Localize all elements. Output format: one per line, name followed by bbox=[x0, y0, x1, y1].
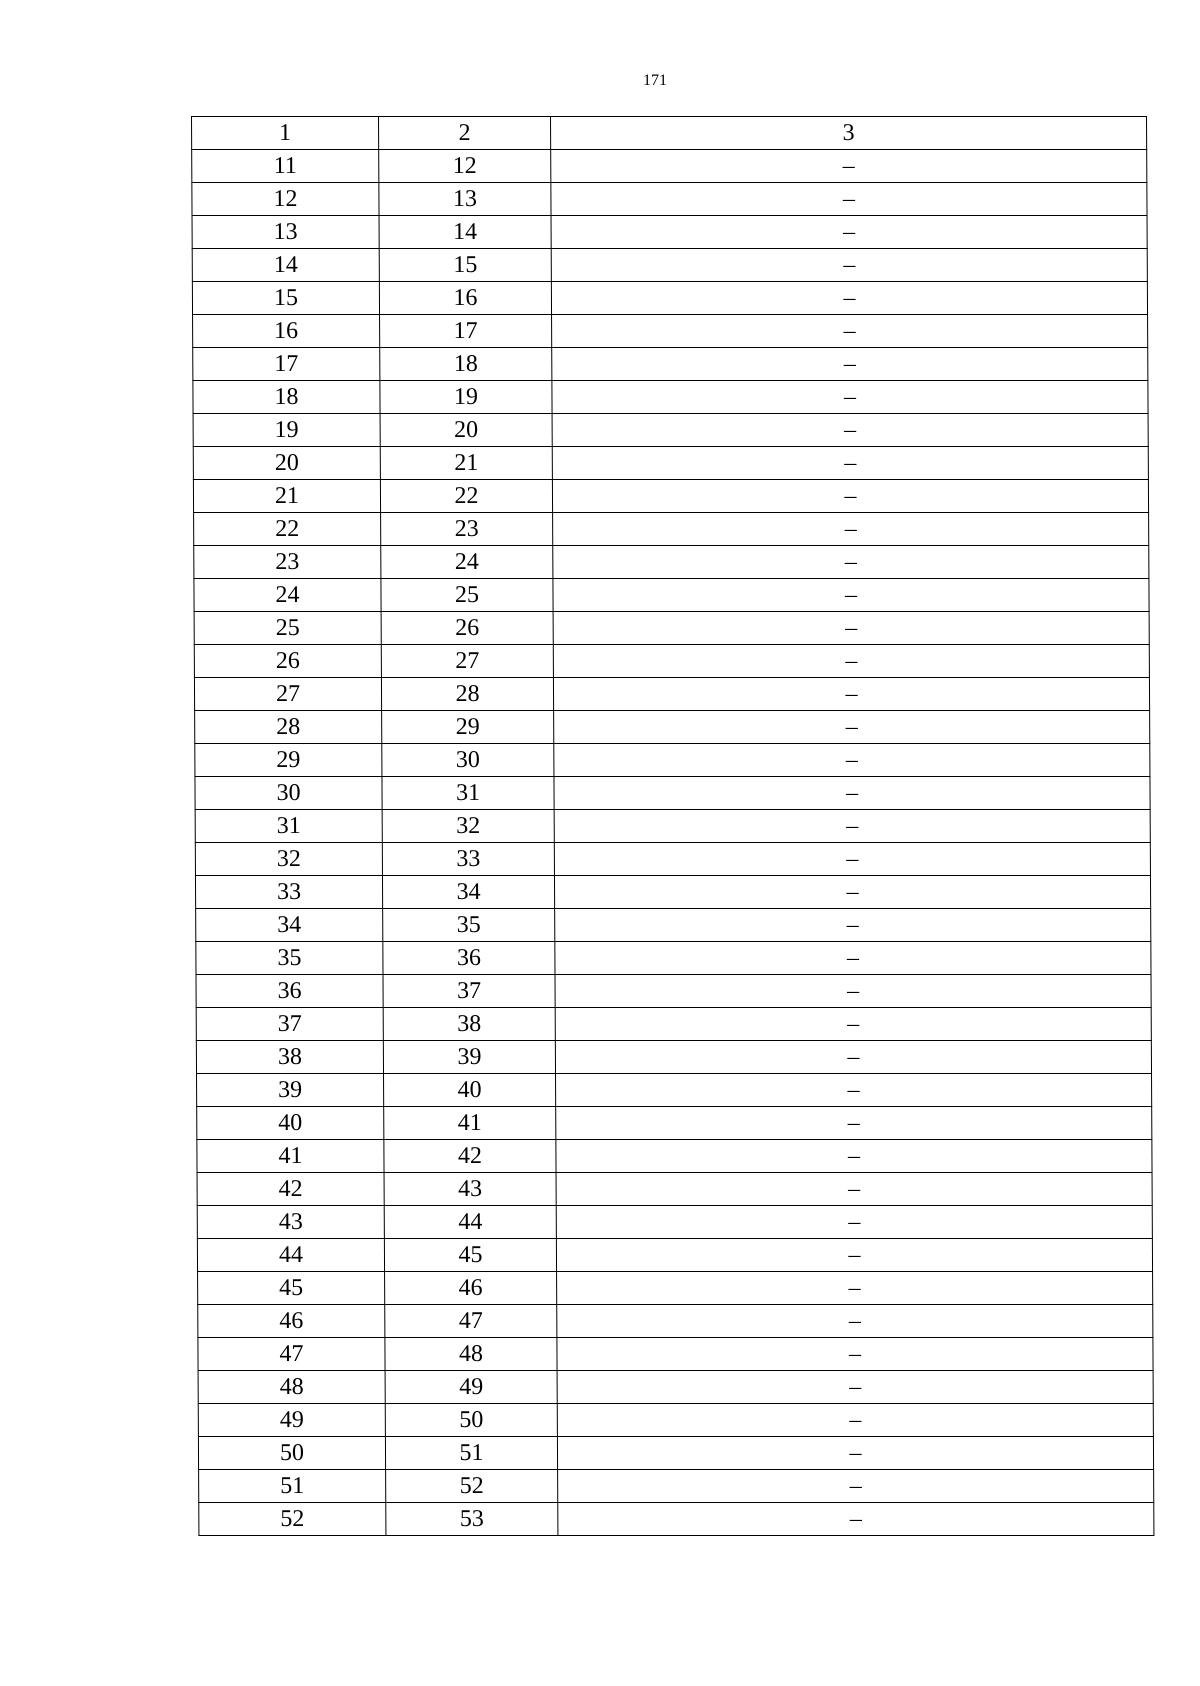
table-cell-col-1: 40 bbox=[197, 1107, 384, 1140]
table-cell-col-3: – bbox=[558, 1503, 1154, 1536]
table-row bbox=[194, 579, 1149, 612]
table-cell-col-1: 23 bbox=[194, 546, 381, 579]
table-cell-col-2: 47 bbox=[385, 1305, 557, 1338]
table-cell-col-1: 42 bbox=[197, 1173, 384, 1206]
table-cell-col-3: – bbox=[557, 1305, 1153, 1338]
table-cell-col-1: 38 bbox=[196, 1041, 383, 1074]
table-cell-col-3: – bbox=[554, 810, 1150, 843]
table-cell-col-2: 25 bbox=[381, 579, 553, 612]
table-cell-col-1: 15 bbox=[192, 282, 379, 315]
header-cell-3: 3 bbox=[551, 117, 1147, 150]
table-row bbox=[195, 810, 1150, 843]
table-cell-col-3: – bbox=[554, 843, 1150, 876]
table-cell-col-3: – bbox=[556, 1206, 1152, 1239]
table-cell-col-1: 12 bbox=[192, 183, 379, 216]
table-cell-col-3: – bbox=[554, 876, 1150, 909]
table-cell-col-2: 32 bbox=[382, 810, 554, 843]
table-row bbox=[197, 1074, 1152, 1107]
table-cell-col-1: 13 bbox=[192, 216, 379, 249]
table-row bbox=[199, 1470, 1154, 1503]
table-cell-col-2: 22 bbox=[380, 480, 552, 513]
table-cell-col-3: – bbox=[553, 678, 1149, 711]
table-cell-col-1: 32 bbox=[195, 843, 382, 876]
table-cell-col-2: 16 bbox=[379, 282, 551, 315]
table-row bbox=[196, 975, 1151, 1008]
table-cell-col-3: – bbox=[557, 1437, 1153, 1470]
table-row bbox=[195, 711, 1150, 744]
table-cell-col-3: – bbox=[553, 645, 1149, 678]
table-cell-col-1: 52 bbox=[199, 1503, 386, 1536]
table-cell-col-1: 51 bbox=[199, 1470, 386, 1503]
table-cell-col-1: 17 bbox=[193, 348, 380, 381]
table-row bbox=[197, 1206, 1152, 1239]
table-cell-col-1: 14 bbox=[192, 249, 379, 282]
table-cell-col-1: 24 bbox=[194, 579, 381, 612]
data-table bbox=[191, 116, 1154, 1536]
table-cell-col-3: – bbox=[555, 909, 1151, 942]
table-row bbox=[195, 843, 1150, 876]
table-cell-col-3: – bbox=[557, 1371, 1153, 1404]
table-cell-col-2: 42 bbox=[384, 1140, 556, 1173]
table-cell-col-3: – bbox=[552, 447, 1148, 480]
table-row bbox=[198, 1272, 1153, 1305]
table-cell-col-3: – bbox=[556, 1239, 1152, 1272]
table-cell-col-3: – bbox=[554, 744, 1150, 777]
table-cell-col-3: – bbox=[553, 513, 1149, 546]
table-row bbox=[192, 150, 1147, 183]
table-cell-col-2: 45 bbox=[384, 1239, 556, 1272]
table-cell-col-2: 41 bbox=[384, 1107, 556, 1140]
table-cell-col-1: 19 bbox=[193, 414, 380, 447]
table-cell-col-1: 21 bbox=[193, 480, 380, 513]
table-row bbox=[197, 1173, 1152, 1206]
table-cell-col-2: 35 bbox=[383, 909, 555, 942]
table-cell-col-2: 46 bbox=[385, 1272, 557, 1305]
table-row bbox=[192, 249, 1147, 282]
table-cell-col-3: – bbox=[556, 1107, 1152, 1140]
table-row bbox=[197, 1239, 1152, 1272]
table-cell-col-3: – bbox=[557, 1272, 1153, 1305]
page-number: 171 bbox=[643, 72, 667, 89]
table-cell-col-1: 46 bbox=[198, 1305, 385, 1338]
table-cell-col-1: 30 bbox=[195, 777, 382, 810]
table-cell-col-2: 37 bbox=[383, 975, 555, 1008]
table-cell-col-1: 29 bbox=[195, 744, 382, 777]
table-row bbox=[195, 777, 1150, 810]
table-cell-col-2: 40 bbox=[384, 1074, 556, 1107]
table-cell-col-3: – bbox=[552, 381, 1148, 414]
table-row bbox=[198, 1338, 1153, 1371]
table-cell-col-3: – bbox=[551, 150, 1147, 183]
table-cell-col-3: – bbox=[553, 546, 1149, 579]
table-cell-col-3: – bbox=[556, 1074, 1152, 1107]
table-row bbox=[194, 678, 1149, 711]
table-cell-col-1: 28 bbox=[195, 711, 382, 744]
table-cell-col-3: – bbox=[555, 975, 1151, 1008]
table-row bbox=[198, 1305, 1153, 1338]
table-cell-col-2: 21 bbox=[380, 447, 552, 480]
table-cell-col-1: 27 bbox=[194, 678, 381, 711]
table-cell-col-3: – bbox=[555, 1041, 1151, 1074]
table-cell-col-3: – bbox=[551, 216, 1147, 249]
table-cell-col-2: 14 bbox=[379, 216, 551, 249]
table-cell-col-1: 33 bbox=[195, 876, 382, 909]
table-cell-col-1: 39 bbox=[197, 1074, 384, 1107]
table-cell-col-1: 31 bbox=[195, 810, 382, 843]
table-cell-col-1: 11 bbox=[192, 150, 379, 183]
table-cell-col-2: 29 bbox=[382, 711, 554, 744]
table-row bbox=[192, 216, 1147, 249]
table-row bbox=[199, 1503, 1154, 1536]
table-cell-col-3: – bbox=[551, 282, 1147, 315]
table-row bbox=[193, 381, 1148, 414]
table-cell-col-1: 48 bbox=[198, 1371, 385, 1404]
table-cell-col-1: 16 bbox=[193, 315, 380, 348]
table-cell-col-1: 35 bbox=[196, 942, 383, 975]
table-cell-col-1: 25 bbox=[194, 612, 381, 645]
table-cell-col-3: – bbox=[557, 1338, 1153, 1371]
header-cell-2: 2 bbox=[379, 117, 551, 150]
table-cell-col-2: 52 bbox=[386, 1470, 558, 1503]
table-row bbox=[198, 1371, 1153, 1404]
table-row bbox=[196, 1041, 1151, 1074]
table-cell-col-2: 38 bbox=[383, 1008, 555, 1041]
table-cell-col-2: 34 bbox=[382, 876, 554, 909]
table-cell-col-3: – bbox=[553, 579, 1149, 612]
table-cell-col-3: – bbox=[555, 942, 1151, 975]
table-cell-col-1: 34 bbox=[196, 909, 383, 942]
table-cell-col-2: 28 bbox=[381, 678, 553, 711]
table-cell-col-3: – bbox=[552, 414, 1148, 447]
table-cell-col-3: – bbox=[556, 1173, 1152, 1206]
table-row bbox=[194, 513, 1149, 546]
table-body bbox=[192, 117, 1154, 1536]
table-cell-col-1: 22 bbox=[194, 513, 381, 546]
table-cell-col-2: 18 bbox=[380, 348, 552, 381]
table-cell-col-2: 17 bbox=[380, 315, 552, 348]
table-cell-col-1: 26 bbox=[194, 645, 381, 678]
table-cell-col-2: 30 bbox=[382, 744, 554, 777]
table-cell-col-2: 36 bbox=[383, 942, 555, 975]
table-row bbox=[193, 414, 1148, 447]
table-row bbox=[193, 315, 1148, 348]
table-cell-col-1: 36 bbox=[196, 975, 383, 1008]
table-cell-col-3: – bbox=[553, 612, 1149, 645]
table-cell-col-2: 12 bbox=[379, 150, 551, 183]
table-cell-col-2: 44 bbox=[384, 1206, 556, 1239]
table-cell-col-2: 13 bbox=[379, 183, 551, 216]
table-cell-col-2: 19 bbox=[380, 381, 552, 414]
table-cell-col-2: 53 bbox=[386, 1503, 558, 1536]
table-cell-col-3: – bbox=[551, 183, 1147, 216]
table-row bbox=[197, 1140, 1152, 1173]
table-cell-col-2: 33 bbox=[382, 843, 554, 876]
table-cell-col-2: 43 bbox=[384, 1173, 556, 1206]
table-cell-col-3: – bbox=[552, 348, 1148, 381]
table-cell-col-1: 37 bbox=[196, 1008, 383, 1041]
table-cell-col-1: 47 bbox=[198, 1338, 385, 1371]
table-row bbox=[195, 876, 1150, 909]
table-cell-col-1: 43 bbox=[197, 1206, 384, 1239]
table-cell-col-3: – bbox=[556, 1140, 1152, 1173]
table-cell-col-2: 23 bbox=[381, 513, 553, 546]
table-row bbox=[193, 447, 1148, 480]
table-cell-col-2: 20 bbox=[380, 414, 552, 447]
table-cell-col-1: 45 bbox=[198, 1272, 385, 1305]
table-row bbox=[192, 282, 1147, 315]
table-cell-col-3: – bbox=[557, 1404, 1153, 1437]
table-cell-col-3: – bbox=[558, 1470, 1154, 1503]
table-row bbox=[195, 744, 1150, 777]
table-row bbox=[193, 348, 1148, 381]
table-row bbox=[198, 1404, 1153, 1437]
table-cell-col-1: 20 bbox=[193, 447, 380, 480]
table-cell-col-3: – bbox=[552, 480, 1148, 513]
header-cell-1: 1 bbox=[192, 117, 379, 150]
table-cell-col-2: 49 bbox=[385, 1371, 557, 1404]
table-row bbox=[194, 612, 1149, 645]
table-row bbox=[193, 480, 1148, 513]
table-cell-col-2: 39 bbox=[383, 1041, 555, 1074]
table-row bbox=[198, 1437, 1153, 1470]
table-cell-col-3: – bbox=[552, 315, 1148, 348]
table-cell-col-3: – bbox=[555, 1008, 1151, 1041]
table-cell-col-3: – bbox=[554, 711, 1150, 744]
table-cell-col-2: 24 bbox=[381, 546, 553, 579]
table-row bbox=[197, 1107, 1152, 1140]
table-cell-col-2: 51 bbox=[385, 1437, 557, 1470]
table-cell-col-1: 18 bbox=[193, 381, 380, 414]
table-cell-col-2: 26 bbox=[381, 612, 553, 645]
table-cell-col-1: 49 bbox=[198, 1404, 385, 1437]
table-cell-col-2: 48 bbox=[385, 1338, 557, 1371]
table-row bbox=[196, 1008, 1151, 1041]
table-cell-col-3: – bbox=[551, 249, 1147, 282]
table-cell-col-2: 27 bbox=[381, 645, 553, 678]
table-container bbox=[191, 116, 1154, 1536]
table-row bbox=[192, 183, 1147, 216]
table-cell-col-3: – bbox=[554, 777, 1150, 810]
table-cell-col-1: 50 bbox=[198, 1437, 385, 1470]
table-header-row bbox=[192, 117, 1147, 150]
table-cell-col-2: 50 bbox=[385, 1404, 557, 1437]
table-cell-col-1: 44 bbox=[197, 1239, 384, 1272]
table-row bbox=[194, 645, 1149, 678]
table-cell-col-1: 41 bbox=[197, 1140, 384, 1173]
table-row bbox=[196, 942, 1151, 975]
table-row bbox=[194, 546, 1149, 579]
table-row bbox=[196, 909, 1151, 942]
table-cell-col-2: 15 bbox=[379, 249, 551, 282]
table-cell-col-2: 31 bbox=[382, 777, 554, 810]
